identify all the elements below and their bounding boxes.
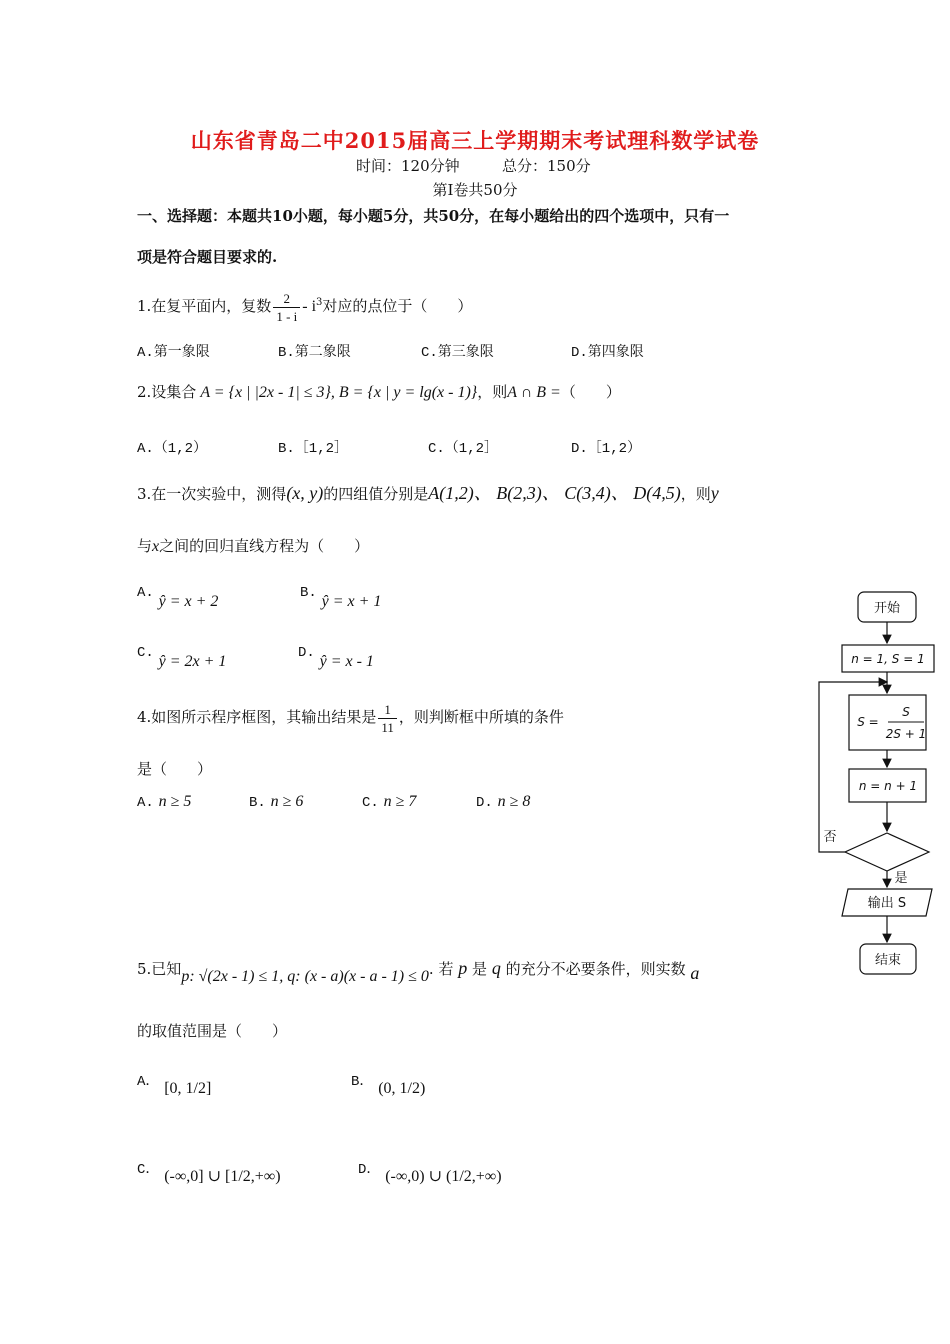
question-4-line2: 是（ ） bbox=[137, 760, 213, 778]
program-flowchart bbox=[812, 585, 944, 985]
q4-option-c-label: C. bbox=[362, 795, 379, 811]
q5-option-c-text: (-∞,0] ∪ [1/2,+∞) bbox=[164, 1168, 281, 1185]
q5-mid: . 若 bbox=[428, 960, 454, 978]
q4-option-b-label: B. bbox=[249, 795, 266, 811]
q4-option-d-label: D. bbox=[476, 795, 493, 811]
q2-option-c[interactable]: C.（1,2］ bbox=[428, 441, 499, 457]
q1-option-c[interactable]: C.第三象限 bbox=[421, 345, 494, 361]
q4-option-c[interactable] bbox=[362, 792, 416, 811]
q3-suffix: ，则 bbox=[680, 485, 711, 503]
q3-option-a-label: A. bbox=[137, 585, 154, 601]
q2-option-a[interactable]: A.（1,2） bbox=[137, 441, 208, 457]
q5-option-c[interactable] bbox=[137, 1158, 281, 1185]
q5-option-a[interactable] bbox=[137, 1070, 212, 1097]
q2-math: A = {x | |2x - 1| ≤ 3}, B = {x | y = lg(x - 1)} bbox=[200, 384, 478, 401]
q5-option-b-label: B． bbox=[351, 1074, 374, 1090]
q3-option-c[interactable] bbox=[137, 642, 227, 670]
exam-time: 时间：120分钟 bbox=[356, 157, 460, 175]
exam-score: 总分：150分 bbox=[502, 157, 591, 175]
q3-xy: (x, y) bbox=[286, 483, 324, 503]
q4-option-a[interactable] bbox=[137, 792, 191, 811]
section-heading-line1: 一、选择题：本题共10小题，每小题5分，共50分，在每小题给出的四个选项中，只有一 bbox=[137, 207, 730, 225]
q3-option-d-label: D. bbox=[298, 645, 315, 661]
q3-line2-prefix: 与 bbox=[137, 537, 153, 555]
q4-prefix: 4.如图所示程序框图，其输出结果是 bbox=[137, 708, 377, 726]
q4-suffix: ，则判断框中所填的条件 bbox=[398, 708, 564, 726]
q3-option-b-label: B. bbox=[300, 585, 317, 601]
flow-update-s-num: S bbox=[902, 705, 910, 719]
q3-option-c-eq: ŷ = 2x + 1 bbox=[158, 653, 227, 670]
q3-points: A(1,2)、 B(2,3)、 C(3,4)、 D(4,5) bbox=[428, 483, 681, 503]
q2-math2: A ∩ B = bbox=[507, 384, 561, 401]
q3-y: y bbox=[710, 483, 719, 503]
q2-paren: （ ） bbox=[560, 383, 621, 401]
question-1 bbox=[137, 288, 472, 325]
q5-option-a-text: [0, 1/2] bbox=[164, 1080, 212, 1097]
flow-update-n-text: n = n + 1 bbox=[858, 779, 918, 793]
q5-p: p bbox=[458, 958, 468, 978]
q4-option-b-eq: n ≥ 6 bbox=[270, 793, 304, 810]
q4-option-a-label: A. bbox=[137, 795, 154, 811]
q1-sup: 3 bbox=[316, 297, 323, 308]
q5-math: p: √(2x - 1) ≤ 1, q: (x - a)(x - a - 1) ≤ 0 bbox=[181, 968, 429, 985]
q2-option-d[interactable]: D.［1,2） bbox=[571, 441, 642, 457]
section-heading-line2: 项是符合题目要求的. bbox=[137, 248, 278, 266]
question-3-line1 bbox=[137, 479, 719, 505]
q1-option-b[interactable]: B.第二象限 bbox=[278, 345, 351, 361]
q1-option-a[interactable]: A.第一象限 bbox=[137, 345, 210, 361]
q3-prefix: 3.在一次实验中，测得 bbox=[137, 485, 287, 503]
q5-option-b-text: (0, 1/2) bbox=[378, 1080, 426, 1097]
q4-frac-den: 11 bbox=[381, 719, 394, 735]
q5-option-a-label: A． bbox=[137, 1074, 160, 1090]
question-2 bbox=[137, 381, 621, 402]
flow-update-s-lhs: S = bbox=[857, 715, 879, 729]
flow-decision-diamond bbox=[845, 833, 929, 871]
q1-frac-num: 2 bbox=[273, 290, 300, 308]
q2-prefix: 2.设集合 bbox=[137, 383, 197, 401]
q1-option-d[interactable]: D.第四象限 bbox=[571, 345, 644, 361]
flow-no-label: 否 bbox=[823, 830, 837, 845]
q3-option-a[interactable] bbox=[137, 582, 219, 610]
q1-fraction bbox=[273, 290, 300, 325]
q5-option-d-label: D． bbox=[358, 1162, 381, 1178]
q4-option-a-eq: n ≥ 5 bbox=[158, 793, 192, 810]
q4-option-d[interactable] bbox=[476, 792, 530, 811]
volume-label: 第Ⅰ卷共50分 bbox=[432, 181, 518, 199]
q5-option-c-label: C． bbox=[137, 1162, 160, 1178]
q5-prefix: 5.已知 bbox=[137, 960, 182, 978]
q2-option-b[interactable]: B.［1,2］ bbox=[278, 441, 349, 457]
q3-option-c-label: C. bbox=[137, 645, 154, 661]
q4-frac-num: 1 bbox=[378, 701, 397, 719]
q1-mid: - i bbox=[302, 298, 317, 315]
question-4-line1 bbox=[137, 700, 564, 736]
q5-a: a bbox=[690, 963, 700, 983]
q3-option-b[interactable] bbox=[300, 582, 382, 610]
question-5-line1 bbox=[137, 958, 700, 985]
q4-option-d-eq: n ≥ 8 bbox=[497, 793, 531, 810]
q5-mid2: 是 bbox=[472, 960, 488, 978]
q1-frac-den: 1 - i bbox=[276, 308, 298, 324]
q5-option-b[interactable] bbox=[351, 1070, 426, 1097]
q3-option-d[interactable] bbox=[298, 642, 374, 670]
question-3-line2 bbox=[137, 535, 369, 556]
flow-output-text: 输出 S bbox=[867, 896, 907, 911]
q4-option-b[interactable] bbox=[249, 792, 303, 811]
flow-init-text: n = 1, S = 1 bbox=[851, 652, 925, 666]
q5-option-d-text: (-∞,0) ∪ (1/2,+∞) bbox=[385, 1168, 502, 1185]
q5-option-d[interactable] bbox=[358, 1158, 502, 1185]
q3-line2-suffix: 之间的回归直线方程为（ ） bbox=[159, 537, 370, 555]
q3-x: x bbox=[152, 538, 160, 555]
paper-title: 山东省青岛二中2015届高三上学期期末考试理科数学试卷 bbox=[190, 128, 760, 153]
q3-option-a-eq: ŷ = x + 2 bbox=[158, 593, 219, 610]
q2-suffix: ，则 bbox=[477, 383, 508, 401]
flow-end-text: 结束 bbox=[874, 953, 902, 968]
question-5-line2: 的取值范围是（ ） bbox=[137, 1022, 288, 1040]
q3-mid: 的四组值分别是 bbox=[323, 485, 429, 503]
q1-suffix: 对应的点位于（ ） bbox=[322, 297, 473, 315]
flow-yes-label: 是 bbox=[894, 871, 908, 886]
q3-option-d-eq: ŷ = x - 1 bbox=[319, 653, 374, 670]
q4-option-c-eq: n ≥ 7 bbox=[383, 793, 417, 810]
q3-option-b-eq: ŷ = x + 1 bbox=[321, 593, 382, 610]
q5-q: q bbox=[491, 958, 501, 978]
q5-suffix: 的充分不必要条件，则实数 bbox=[505, 960, 686, 978]
q1-prefix: 1.在复平面内，复数 bbox=[137, 297, 272, 315]
flow-update-s-den: 2S + 1 bbox=[885, 727, 927, 741]
q4-fraction bbox=[378, 701, 397, 736]
flow-start-text: 开始 bbox=[873, 601, 901, 616]
